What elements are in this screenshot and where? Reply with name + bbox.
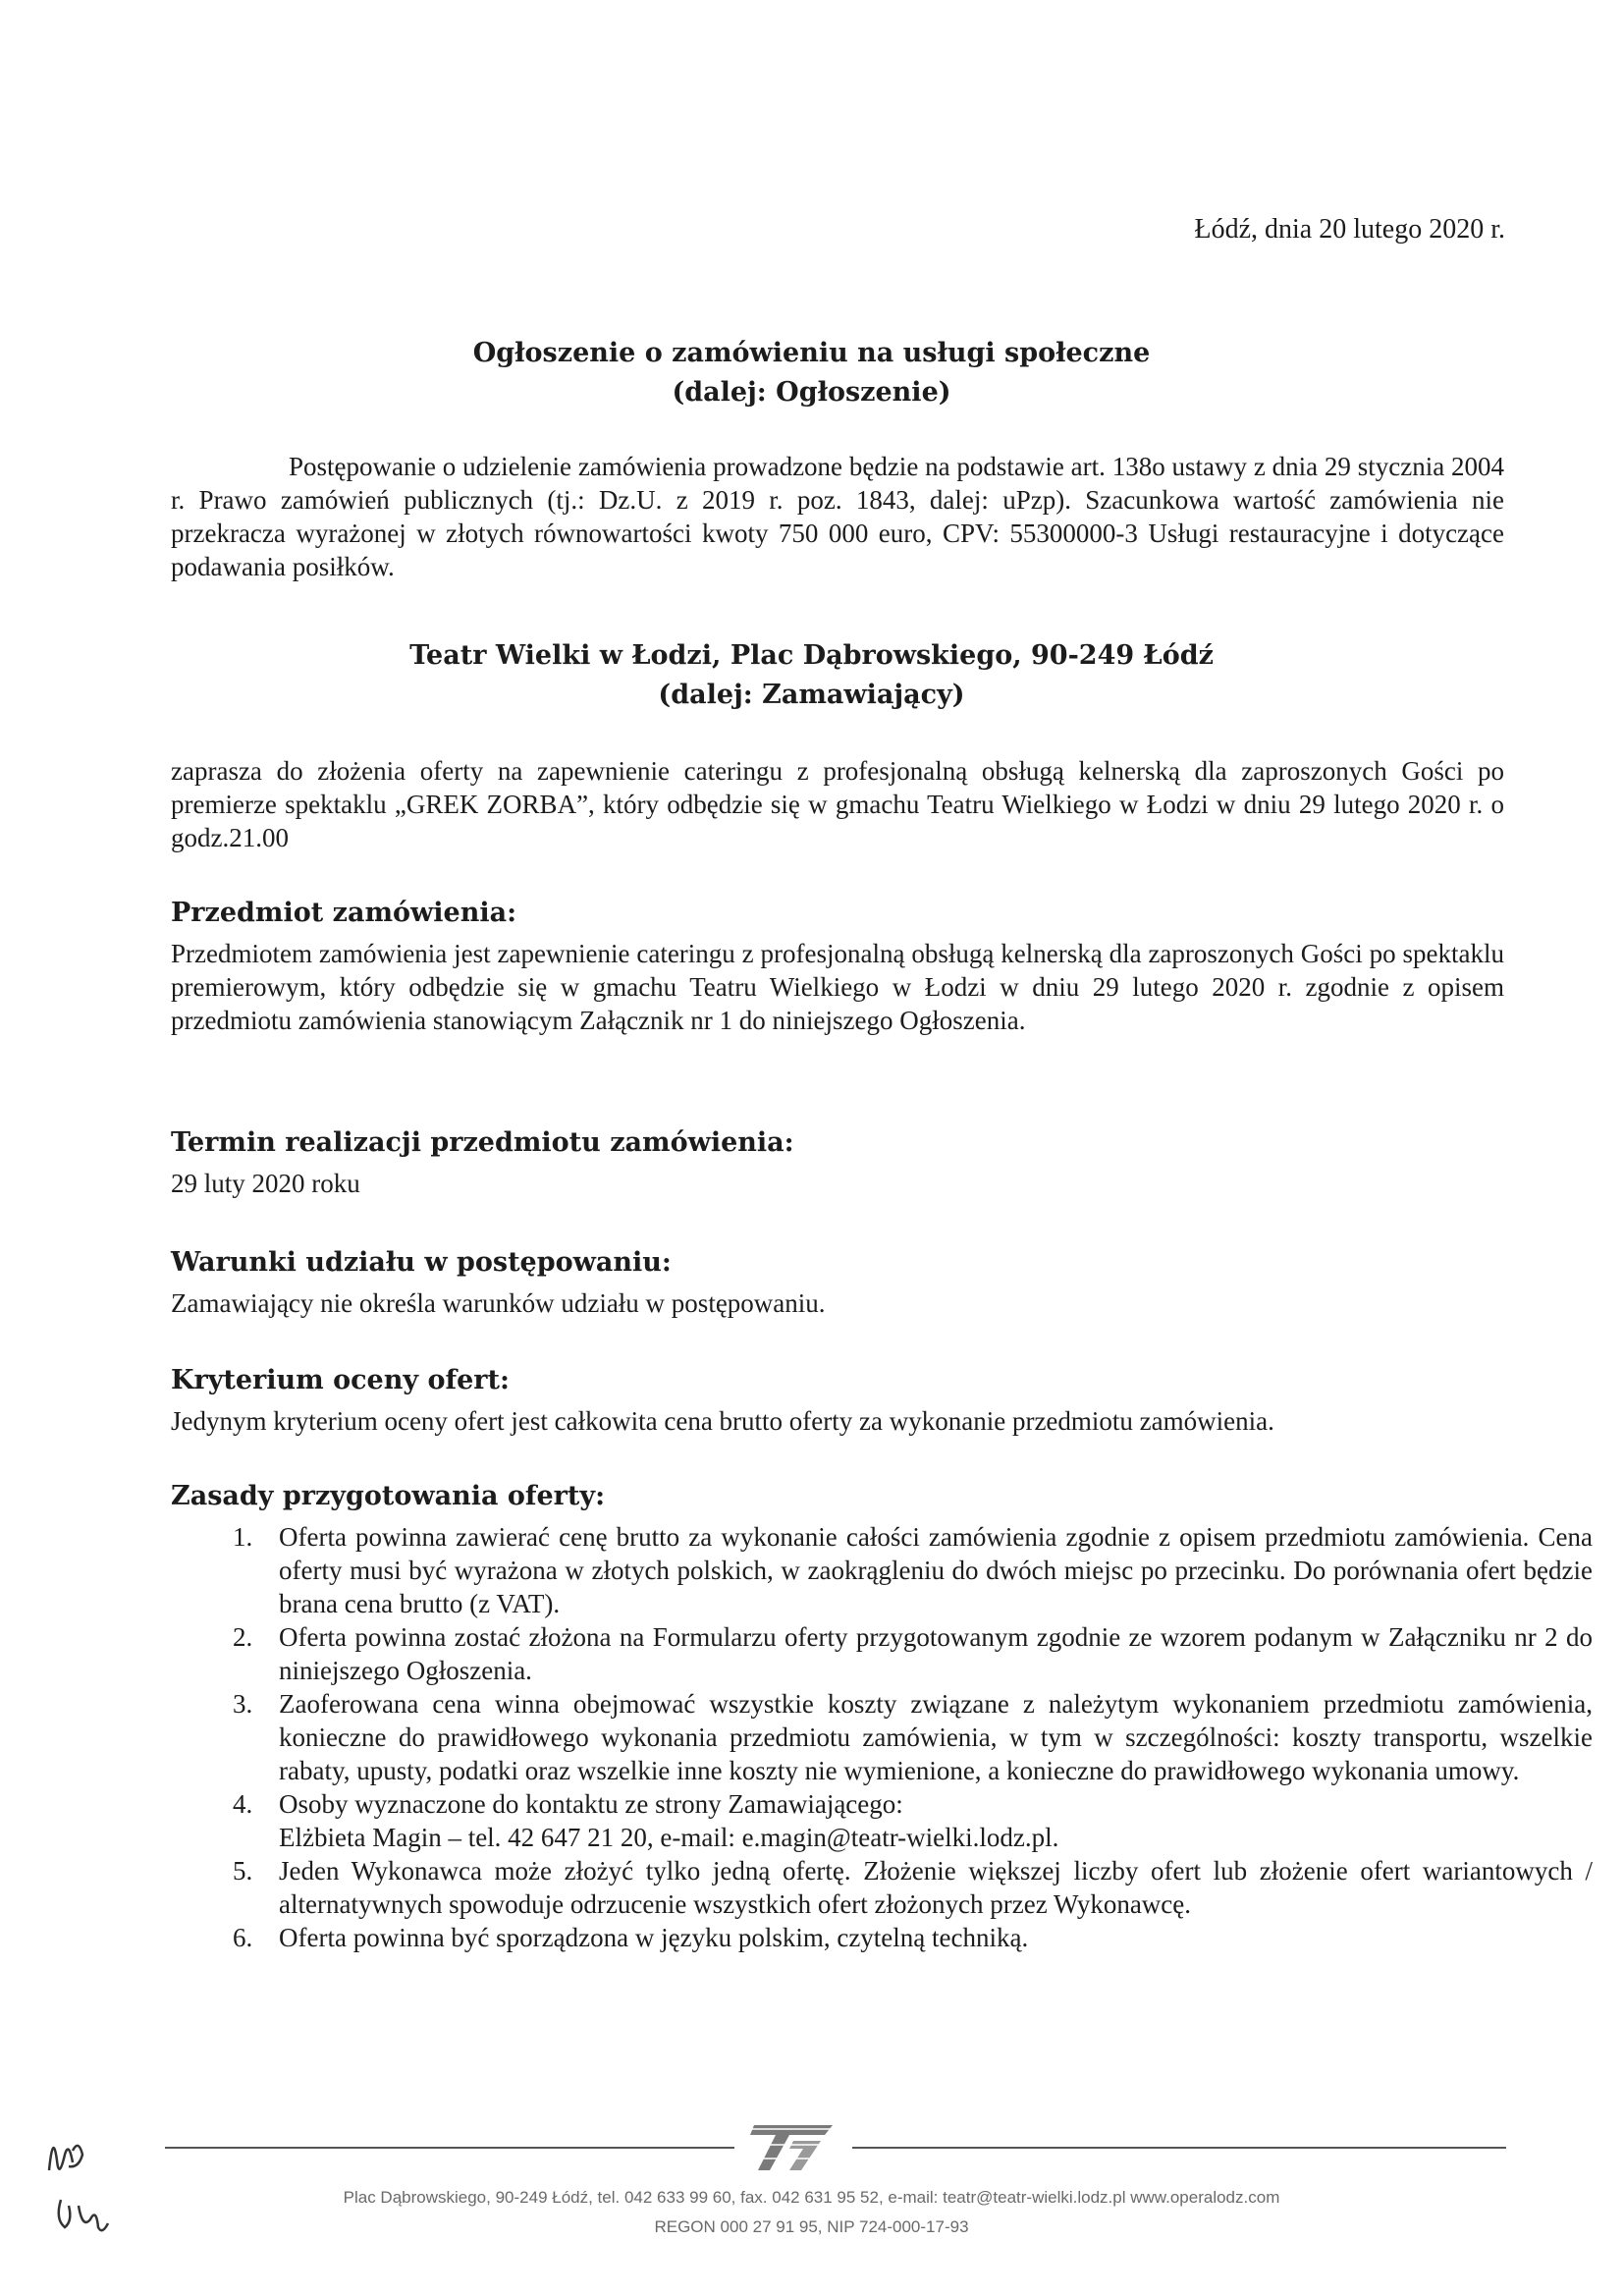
theatre-logo-icon — [746, 2119, 840, 2174]
handwritten-initials-icon — [39, 2111, 157, 2249]
date-line: Łódź, dnia 20 lutego 2020 r. — [1194, 214, 1505, 245]
list-item: 5. Jeden Wykonawca może złożyć tylko jedną ofertę. Złożenie większej liczby ofert lub złożenie ofert wariantowych / alternatywnych spowoduje odrzucenie wszystkich ofert złożonych przez Wykonawcę. — [259, 1854, 1593, 1921]
list-item: 4. Osoby wyznaczone do kontaktu ze strony Zamawiającego: Elżbieta Magin – tel. 42 647 21 20, e-mail: e.magin@teatr-wielki.lodz.pl. — [259, 1787, 1593, 1854]
contracting-line-1: Teatr Wielki w Łodzi, Plac Dąbrowskiego, 90-249 Łódź — [409, 640, 1214, 671]
document-title — [0, 334, 1623, 412]
intro-paragraph: Postępowanie o udzielenie zamówienia prowadzone będzie na podstawie art. 138o ustawy z dnia 29 stycznia 2004 r. Prawo zamówień publicznych (tj.: Dz.U. z 2019 r. poz. 1843, dalej: uPzp). Szacunkowa wartość zamówienia nie przekracza wyrażonej w złotych równowartości kwoty 750 000 euro, CPV: 55300000-3 Usługi restauracyjne i dotyczące podawania posiłków. — [171, 452, 1504, 581]
contracting-line-2: (dalej: Zamawiający) — [658, 680, 965, 710]
conditions-text: Zamawiający nie określa warunków udziału w postępowaniu. — [171, 1288, 826, 1318]
rules-heading: Zasady przygotowania oferty: — [171, 1481, 606, 1511]
subject-heading: Przedmiot zamówienia: — [171, 898, 517, 928]
criterion-text: Jedynym kryterium oceny ofert jest całkowita cena brutto oferty za wykonanie przedmiotu zamówienia. — [171, 1406, 1274, 1436]
footer-address: Plac Dąbrowskiego, 90-249 Łódź, tel. 042 633 99 60, fax. 042 631 95 52, e-mail: teatr@teatr-wielki.lodz.pl www.operalodz.com — [343, 2188, 1280, 2207]
footer-registry: REGON 000 27 91 95, NIP 724-000-17-93 — [654, 2217, 969, 2236]
rules-list — [171, 1520, 1593, 1954]
list-item: 3. Zaoferowana cena winna obejmować wszystkie koszty związane z należytym wykonaniem przedmiotu zamówienia, konieczne do prawidłowego wykonania przedmiotu zamówienia, w tym w szczególności: koszty transportu, wszelkie rabaty, upusty, podatki oraz wszelkie inne koszty nie wymienione, a konieczne do prawidłowego wykonania umowy. — [259, 1687, 1593, 1787]
footer-rule-right — [852, 2147, 1506, 2149]
list-item: 2. Oferta powinna zostać złożona na Formularzu oferty przygotowanym zgodnie ze wzorem podanym w Załączniku nr 2 do niniejszego Ogłoszenia. — [259, 1620, 1593, 1687]
subject-text: Przedmiotem zamówienia jest zapewnienie cateringu z profesjonalną obsługą kelnerską dla zaproszonych Gości po spektaklu premierowym, który odbędzie się w gmachu Teatru Wielkiego w Łodzi w dniu 29 lutego 2020 r. zgodnie z opisem przedmiotu zamówienia stanowiącym Załącznik nr 1 do niniejszego Ogłoszenia. — [171, 939, 1504, 1035]
list-item: 6. Oferta powinna być sporządzona w języku polskim, czytelną techniką. — [259, 1921, 1593, 1954]
criterion-heading: Kryterium oceny ofert: — [171, 1365, 510, 1395]
footer-rule-left — [165, 2147, 734, 2149]
invitation-paragraph: zaprasza do złożenia oferty na zapewnienie cateringu z profesjonalną obsługą kelnerską dla zaproszonych Gości po premierze spektaklu „GREK ZORBA”, który odbędzie się w gmachu Teatru Wielkiego w Łodzi w dniu 29 lutego 2020 r. o godz.21.00 — [171, 756, 1504, 852]
deadline-text: 29 luty 2020 roku — [171, 1169, 360, 1198]
contracting-authority — [0, 636, 1623, 715]
list-item: 1. Oferta powinna zawierać cenę brutto za wykonanie całości zamówienia zgodnie z opisem przedmiotu zamówienia. Cena oferty musi być wyrażona w złotych polskich, w zaokrągleniu do dwóch miejsc po przecinku. Do porównania ofert będzie brana cena brutto (z VAT). — [259, 1520, 1593, 1620]
conditions-heading: Warunki udziału w postępowaniu: — [171, 1247, 672, 1278]
deadline-heading: Termin realizacji przedmiotu zamówienia: — [171, 1127, 794, 1158]
title-line-1: Ogłoszenie o zamówieniu na usługi społeczne — [472, 338, 1151, 368]
title-line-2: (dalej: Ogłoszenie) — [672, 377, 951, 408]
